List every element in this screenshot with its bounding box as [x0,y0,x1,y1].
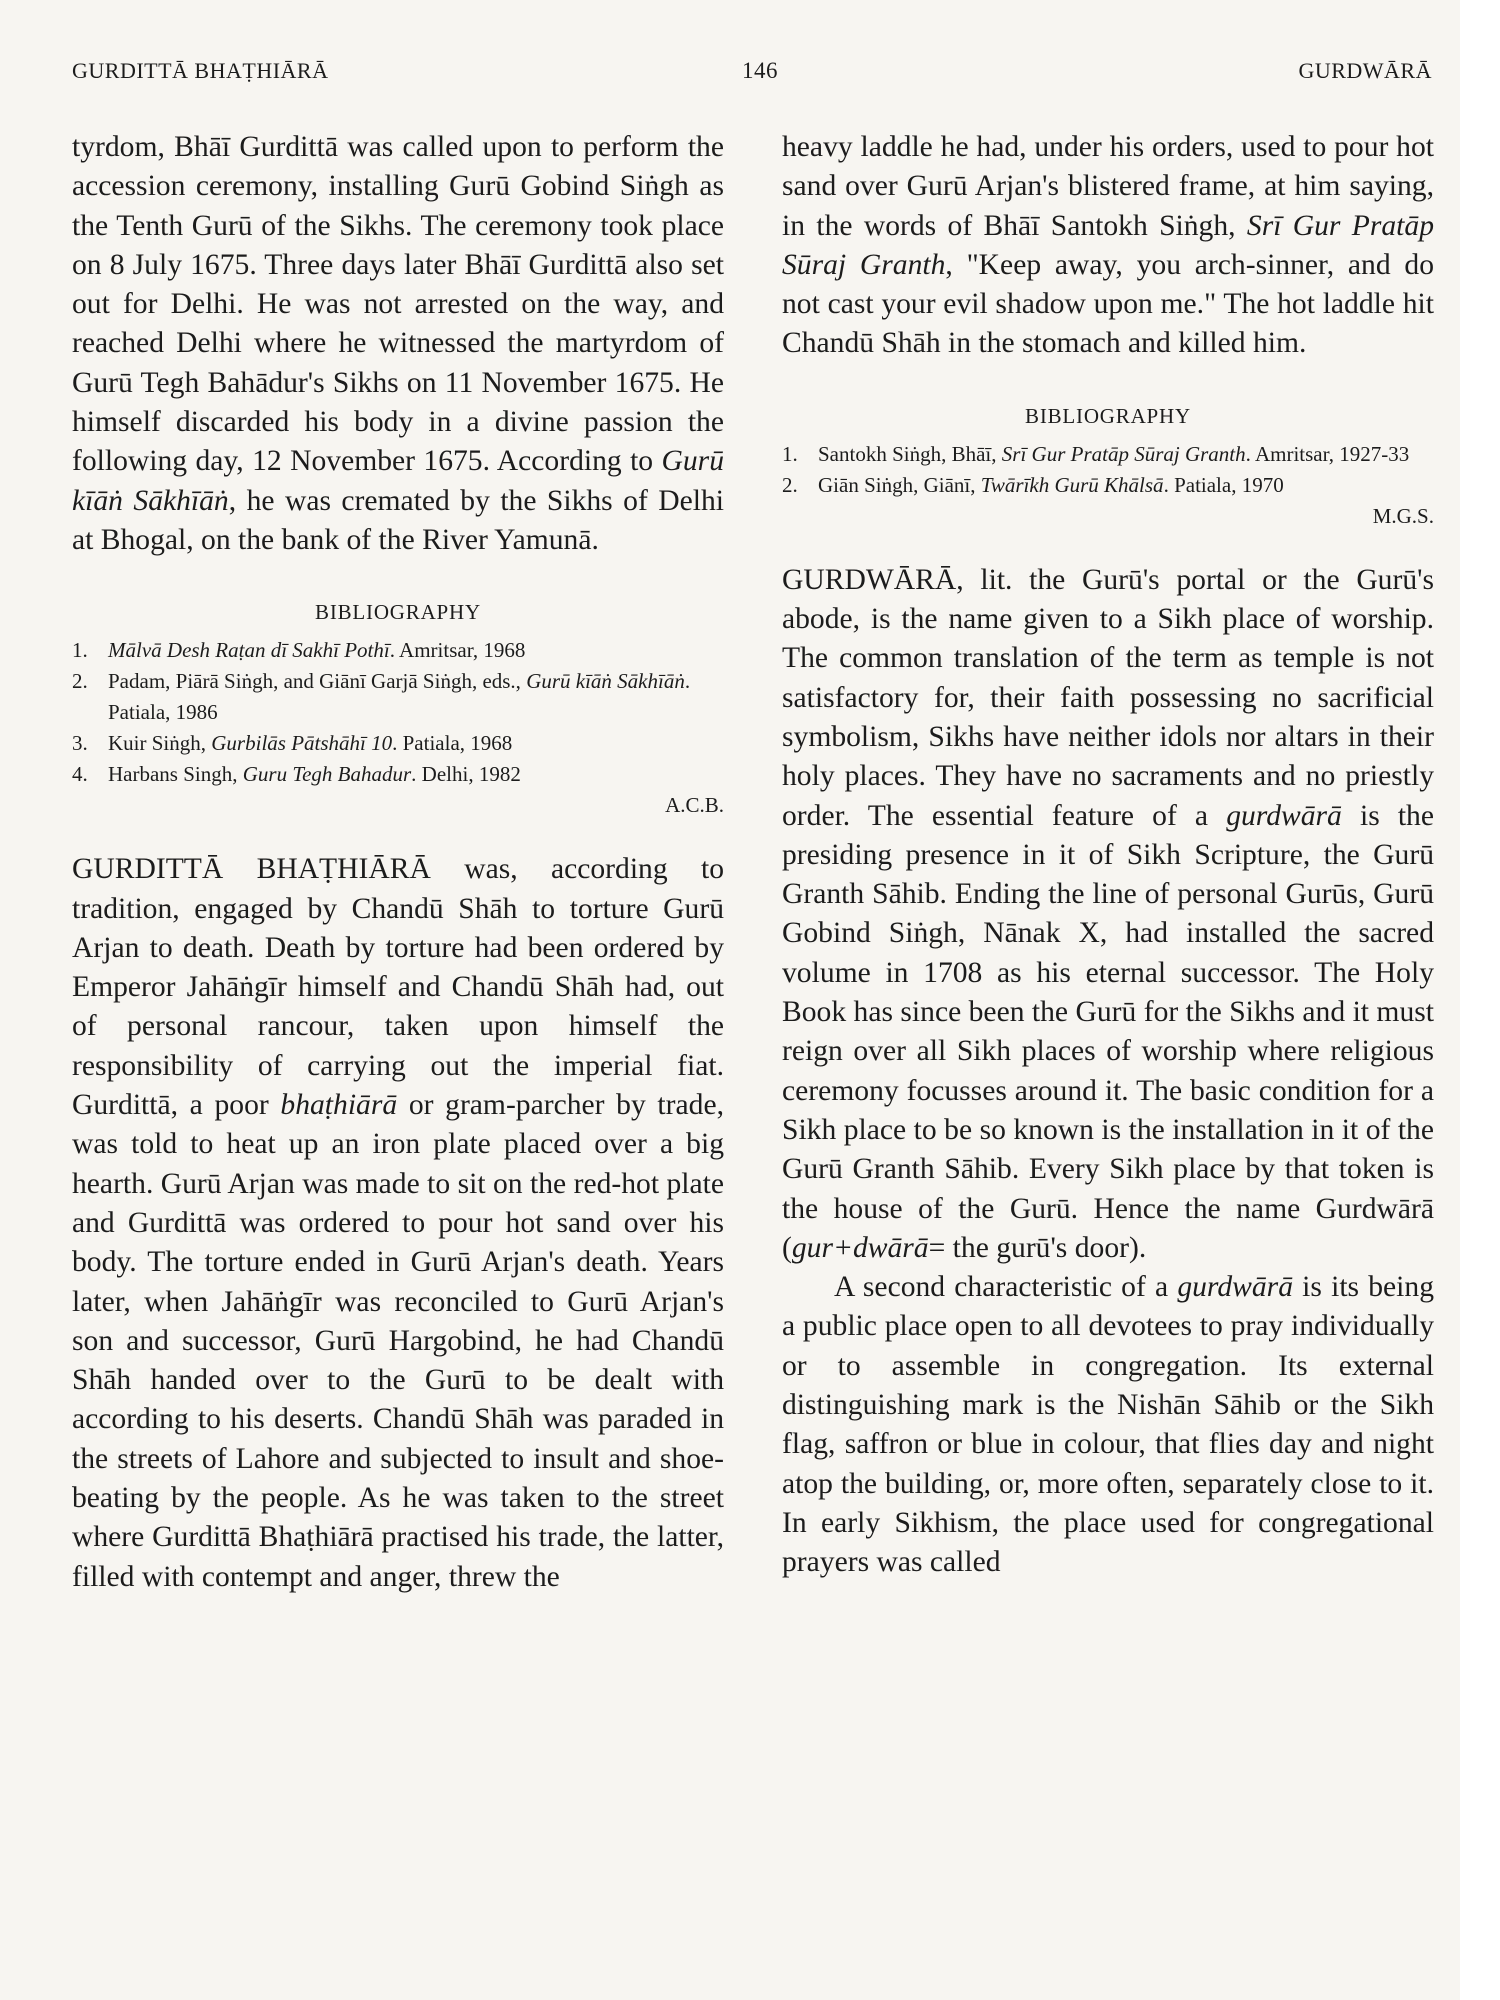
text-run: is its being a public place open to all devotees to pray individually or to assemble in congregation. Its external distinguishing mark is the Nishān Sāhib or the Sikh flag, saffron or blue in colour, that flies day and night atop the building, or, more often, separately close to it. In early Sikhism, the place used for congregational prayers was called [782,1271,1434,1579]
bib-title: Mālvā Desh Raṭan dī Sakhī Pothī [108,638,390,663]
bib-publication: . Patiala, 1970 [1163,472,1284,497]
italic-term: gur+dwārā [791,1231,929,1264]
bibliography-item [72,666,724,728]
bib-number: 4. [72,762,88,787]
text-run: = the gurū's door). [928,1231,1147,1264]
italic-title: Srī Gur Pratāp Sūraj Granth [782,209,1434,281]
bibliography-item [782,470,1434,501]
bibliography-item [72,728,724,759]
bibliography-item [72,759,724,790]
entry-paragraph [72,850,724,1597]
text-run: , he was cremated by the Sikhs of Delhi at Bhogal, on the bank of the River Yamunā. [72,484,724,556]
text-run: is the presiding presence in it of Sikh Scripture, the Gurū Granth Sāhib. Ending the line of personal Gurūs, Gurū Gobind Siṅgh, Nānak X, had installed the sacred volume in 1708 as his eternal successor. The Holy Book has since been the Gurū for the Sikhs and it must reign over all Sikh places of worship where religious ceremony focusses around it. The basic condition for a Sikh place to be so known is the installation in it of the Gurū Granth Sāhib. Every Sikh place by that token is the house of the Gurū. Hence the name Gurdwārā ( [782,799,1434,1264]
italic-term: gurdwārā [1226,799,1342,832]
running-head-right: GURDWĀRĀ [1298,58,1432,83]
bib-author: Kuir Siṅgh, [108,731,212,756]
text-run: A second characteristic of a [834,1271,1178,1304]
author-initials: A.C.B. [665,793,724,818]
text-run: heavy laddle he had, under his orders, used to pour hot sand over Gurū Arjan's blistered frame, at him saying, in the words of Bhāī Santokh Siṅgh, [782,131,1434,242]
bib-title: Guru Tegh Bahadur [242,762,412,787]
text-run: , lit. the Gurū's portal or the Gurū's abode, is the name given to a Sikh place of worship. The common translation of the term as temple is not satisfactory for, their faith possessing no sacrificial symbolism, Sikhs have neither idols nor altars in their holy places. They have no sacraments and no priestly order. The essential feature of a [782,563,1434,832]
bib-author: Santokh Siṅgh, Bhāī, [818,441,1002,466]
italic-term: bhaṭhiārā [280,1089,398,1122]
bib-title: Gurū kīāṅ Sākhīāṅ [526,669,685,694]
bib-number: 1. [782,441,798,466]
bib-number: 3. [72,731,88,756]
bib-publication: . Patiala, 1986 [108,669,691,725]
bib-number: 2. [782,472,798,497]
left-column [72,128,724,1597]
bibliography-list [782,439,1434,501]
bib-title: Gurbilās Pātshāhī 10 [211,731,393,756]
bibliography-heading: BIBLIOGRAPHY [315,600,481,625]
running-head [72,58,1432,88]
page-edge [1460,0,1500,2000]
entry-paragraph [782,561,1434,1268]
entry-headword: GURDWĀRĀ [782,563,957,596]
paragraph [72,128,724,560]
right-column [782,128,1434,1583]
bib-publication: . Amritsar, 1927-33 [1245,441,1410,466]
bib-number: 2. [72,669,88,694]
running-head-left: GURDITTĀ BHAṬHIĀRĀ [72,58,329,83]
bib-author: Giān Siṅgh, Giānī, [818,472,981,497]
bibliography-list [72,635,724,790]
text-run: was, according to tradition, engaged by Chandū Shāh to torture Gurū Arjan to death. Death by torture had been ordered by Emperor Jahāṅgīr himself and Chandū Shāh had, out of personal rancour, taken upon himself the responsibility of carrying out the imperial fiat. Gurdittā, a poor [72,853,725,1122]
entry-headword: GURDITTĀ BHAṬHIĀRĀ [72,853,431,886]
bib-title: Twārīkh Gurū Khālsā [980,472,1164,497]
paragraph [782,1268,1434,1582]
bibliography-heading: BIBLIOGRAPHY [1025,403,1191,428]
paragraph [782,128,1434,364]
page-number: 146 [742,58,778,83]
bib-title: Srī Gur Pratāp Sūraj Granth [1001,441,1246,466]
author-initials: M.G.S. [1372,503,1434,528]
text-run: , "Keep away, you arch-sinner, and do not cast your evil shadow upon me." The hot laddle hit Chandū Shāh in the stomach and killed him. [782,248,1435,360]
text-run: tyrdom, Bhāī Gurdittā was called upon to perform the accession ceremony, installing Gurū Gobind Siṅgh as the Tenth Gurū of the Sikhs. The ceremony took place on 8 July 1675. Three days later Bhāī Gurdittā also set out for Delhi. He was not arrested on the way, and reached Delhi where he witnessed the martyrdom of Gurū Tegh Bahādur's Sikhs on 11 November 1675. He himself discarded his body in a divine passion the following day, 12 November 1675. According to [72,131,724,478]
bib-number: 1. [72,638,88,663]
bib-author: Padam, Piārā Siṅgh, and Giānī Garjā Siṅgh, eds., [108,669,527,694]
bibliography-item [782,439,1434,470]
bib-publication: . Delhi, 1982 [411,762,521,787]
bib-author: Harbans Singh, [108,762,243,787]
bibliography-item [72,635,724,666]
bib-publication: . Patiala, 1968 [392,731,513,756]
italic-term: gurdwārā [1177,1271,1293,1304]
italic-title: Gurū kīāṅ Sākhīāṅ [72,445,724,517]
bib-publication: . Amritsar, 1968 [389,638,526,663]
text-run: or gram-parcher by trade, was told to heat up an iron plate placed over a big hearth. Gurū Arjan was made to sit on the red-hot plate and Gurdittā was ordered to pour hot sand over his body. The torture ended in Gurū Arjan's death. Years later, when Jahāṅgīr was reconciled to Gurū Arjan's son and successor, Gurū Hargobind, he had Chandū Shāh handed over to the Gurū to be dealt with according to his deserts. Chandū Shāh was paraded in the streets of Lahore and subjected to insult and shoe-beating by the people. As he was taken to the street where Gurdittā Bhaṭhiārā practised his trade, the latter, filled with contempt and anger, threw the [72,1089,724,1593]
